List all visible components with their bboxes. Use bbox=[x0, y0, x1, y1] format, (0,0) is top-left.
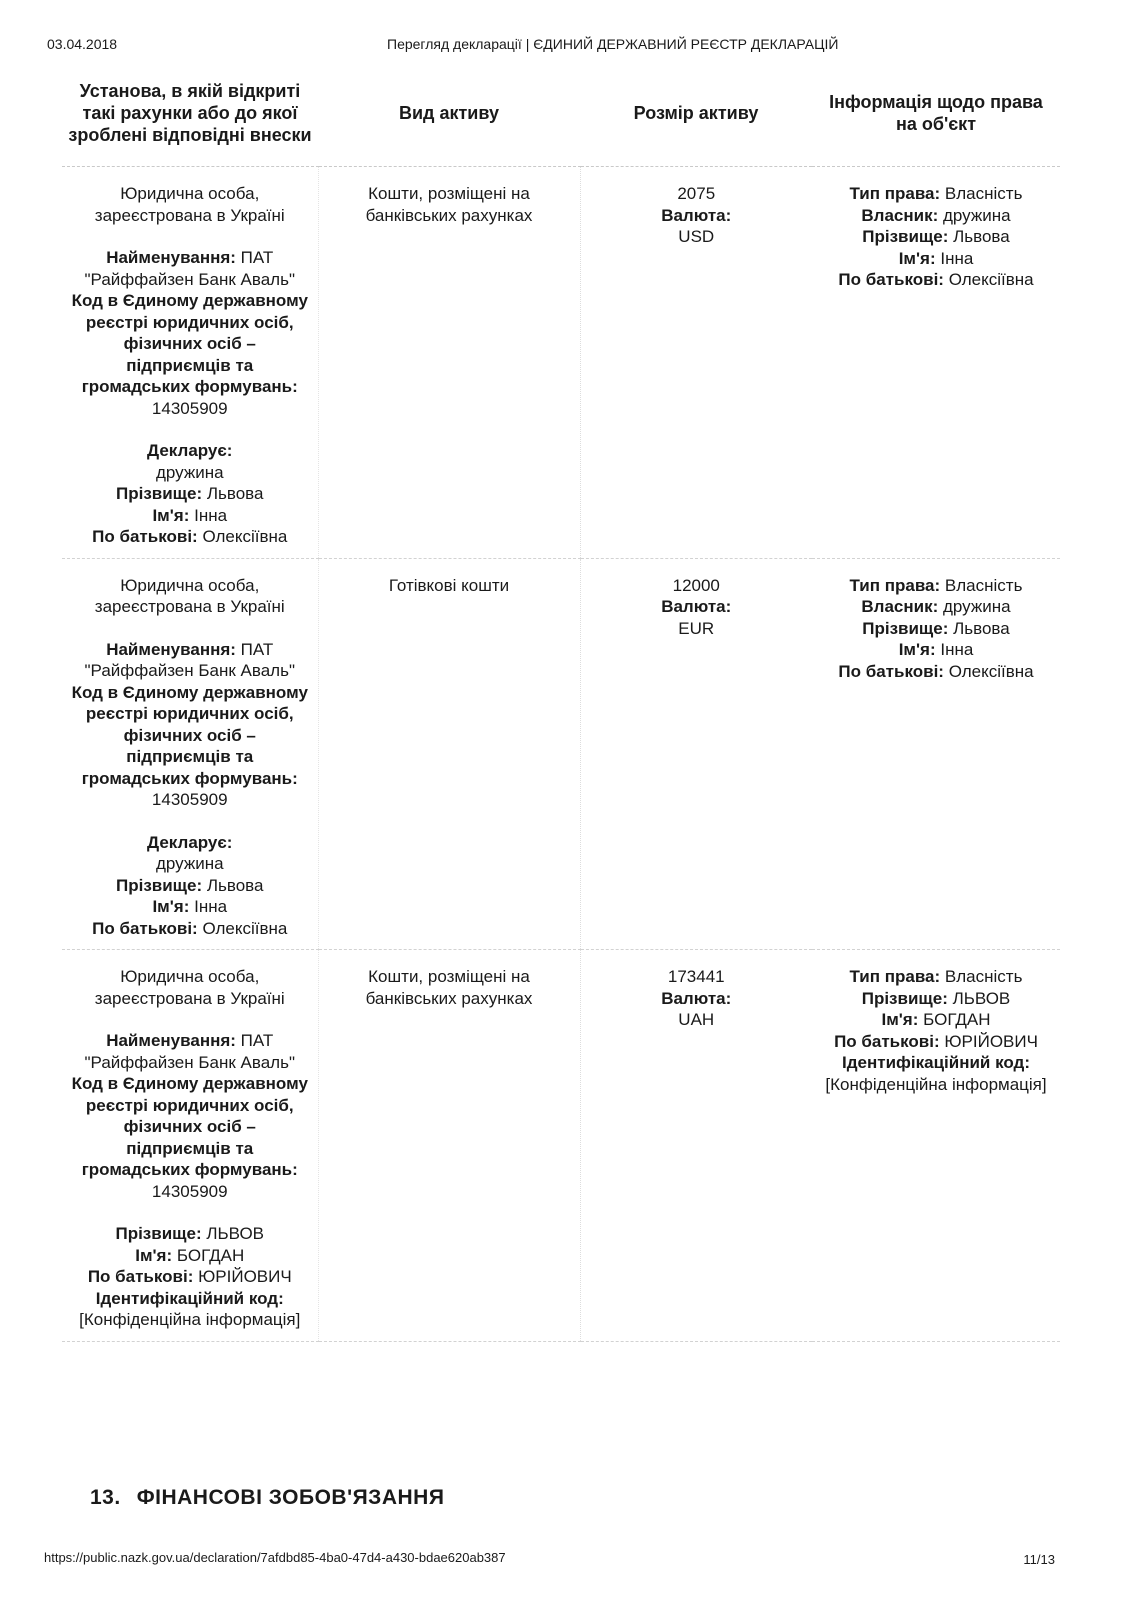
owner-patronymic: По батькові: Олексіївна bbox=[838, 661, 1034, 681]
asset-amount: 2075 bbox=[677, 184, 716, 203]
owner: Власник: дружина bbox=[861, 597, 1011, 616]
owner-given-name: Ім'я: Інна bbox=[898, 640, 974, 659]
registry-code: Код в Єдиному державному реєстрі юридичних осіб, фізичних осіб – підприємців та громадських формувань: 14305909 bbox=[71, 682, 308, 809]
ownership-cell bbox=[812, 558, 1060, 950]
owner-surname: Прізвище: Львова bbox=[862, 618, 1010, 638]
owner-patronymic: По батькові: Олексіївна bbox=[838, 270, 1034, 289]
owner-id-code: Ідентифікаційний код: [Конфіденційна інформація] bbox=[825, 1053, 1047, 1094]
print-date: 03.04.2018 bbox=[47, 36, 118, 52]
person-given-name: Ім'я: Інна bbox=[152, 505, 228, 525]
asset-amount: 173441 bbox=[667, 967, 725, 986]
currency-label: Валюта: bbox=[661, 205, 732, 225]
section-heading bbox=[90, 1486, 444, 1510]
person-patronymic: По батькові: Олексіївна bbox=[92, 918, 288, 938]
currency-label: Валюта: bbox=[661, 597, 732, 616]
registry-code: Код в Єдиному державному реєстрі юридичних осіб, фізичних осіб – підприємців та громадських формувань: 14305909 bbox=[71, 291, 308, 418]
owner-surname: Прізвище: Львова bbox=[862, 227, 1010, 246]
declarant-value: дружина bbox=[155, 854, 224, 873]
currency-value: UAH bbox=[678, 1010, 715, 1029]
person-surname: Прізвище: Львова bbox=[116, 875, 264, 895]
page-footer bbox=[0, 1550, 1131, 1570]
owner: Власник: дружина bbox=[861, 205, 1011, 225]
asset-amount: 12000 bbox=[672, 575, 720, 595]
owner-given-name: Ім'я: БОГДАН bbox=[881, 1010, 991, 1029]
person-id-code: Ідентифікаційний код: [Конфіденційна інформація] bbox=[79, 1288, 301, 1329]
declarant-value: дружина bbox=[155, 462, 224, 482]
page-header bbox=[0, 36, 1131, 56]
currency-value: USD bbox=[678, 227, 715, 246]
owner-patronymic: По батькові: ЮРІЙОВИЧ bbox=[834, 1031, 1038, 1051]
declarant-label: Декларує: bbox=[147, 441, 233, 460]
owner-given-name: Ім'я: Інна bbox=[898, 248, 974, 268]
ownership-cell bbox=[812, 950, 1060, 1342]
table-row bbox=[62, 167, 1060, 559]
entity-type: Юридична особа, зареєстрована в Україні bbox=[94, 575, 285, 616]
person-patronymic: По батькові: Олексіївна bbox=[92, 527, 288, 546]
bank-name: Найменування: ПАТ "Райффайзен Банк Аваль" bbox=[84, 639, 295, 680]
currency-label: Валюта: bbox=[661, 988, 732, 1008]
entity-type: Юридична особа, зареєстрована в Україні bbox=[94, 967, 285, 1008]
institution-cell bbox=[62, 950, 318, 1342]
table-row bbox=[62, 950, 1060, 1342]
bank-name: Найменування: ПАТ "Райффайзен Банк Аваль" bbox=[84, 248, 295, 289]
column-header-asset-type: Вид активу bbox=[318, 66, 580, 167]
currency-value: EUR bbox=[678, 618, 715, 638]
owner-surname: Прізвище: ЛЬВОВ bbox=[861, 988, 1011, 1008]
ownership-cell bbox=[812, 167, 1060, 559]
page-number: 11/13 bbox=[1023, 1552, 1055, 1567]
right-type: Тип права: Власність bbox=[849, 184, 1023, 203]
institution-cell bbox=[62, 558, 318, 950]
column-header-institution: Установа, в якій відкриті такі рахунки або до якої зроблені відповідні внески bbox=[62, 66, 318, 167]
table-header-row bbox=[62, 66, 1060, 167]
entity-type: Юридична особа, зареєстрована в Україні bbox=[94, 184, 285, 225]
person-given-name: Ім'я: БОГДАН bbox=[135, 1245, 245, 1265]
table-row bbox=[62, 558, 1060, 950]
registry-code: Код в Єдиному державному реєстрі юридичних осіб, фізичних осіб – підприємців та громадських формувань: 14305909 bbox=[71, 1074, 308, 1201]
asset-type-cell: Кошти, розміщені на банківських рахунках bbox=[318, 950, 580, 1342]
institution-cell bbox=[62, 167, 318, 559]
section-title: ФІНАНСОВІ ЗОБОВ'ЯЗАННЯ bbox=[136, 1486, 445, 1509]
column-header-ownership-info: Інформація щодо права на об'єкт bbox=[812, 66, 1060, 167]
person-surname: Прізвище: Львова bbox=[116, 484, 264, 503]
asset-type-cell: Кошти, розміщені на банківських рахунках bbox=[318, 167, 580, 559]
person-given-name: Ім'я: Інна bbox=[152, 897, 228, 916]
assets-table bbox=[62, 66, 1060, 1342]
declarant-label: Декларує: bbox=[147, 832, 233, 852]
asset-size-cell bbox=[580, 558, 812, 950]
person-patronymic: По батькові: ЮРІЙОВИЧ bbox=[87, 1267, 292, 1286]
column-header-asset-size: Розмір активу bbox=[580, 66, 812, 167]
section-number: 13. bbox=[90, 1486, 121, 1509]
person-surname: Прізвище: ЛЬВОВ bbox=[115, 1224, 265, 1243]
declaration-url: https://public.nazk.gov.ua/declaration/7afdbd85-4ba0-47d4-a430-bdae620ab387 bbox=[44, 1550, 506, 1565]
asset-size-cell bbox=[580, 167, 812, 559]
bank-name: Найменування: ПАТ "Райффайзен Банк Аваль" bbox=[84, 1031, 295, 1072]
right-type: Тип права: Власність bbox=[849, 967, 1023, 986]
right-type: Тип права: Власність bbox=[849, 575, 1023, 595]
asset-size-cell bbox=[580, 950, 812, 1342]
asset-type-cell: Готівкові кошти bbox=[318, 558, 580, 950]
page-title: Перегляд декларації | ЄДИНИЙ ДЕРЖАВНИЙ РЕЄСТР ДЕКЛАРАЦІЙ bbox=[387, 36, 839, 52]
